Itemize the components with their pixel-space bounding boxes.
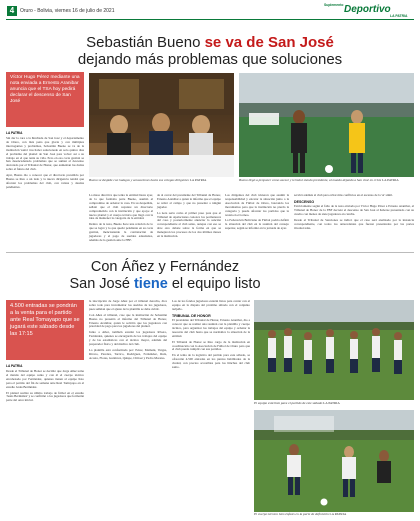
photo-team-training: [254, 300, 414, 400]
article1-headline-line2: dejando más problemas que soluciones: [77, 51, 343, 68]
article2-byline: LA PATRIA: [6, 364, 23, 368]
article2-col2c-text: Junto a Añez, también estarán los jugadores Rivero, Fernández, quienes se encargarán de los trabajos del equipo y de las estadísticas con el técnico mayor, además del preparador físico y del médico del club.: [89, 330, 167, 347]
article1-pullquote: Víctor Hugo Pérez mediante una nota enviada a Ernesto Aranibar anuncia que el TSA hoy pedirá declarar el descenso de San José: [10, 75, 80, 104]
article2-headline-pre: San José: [69, 276, 134, 292]
article1-col2: [89, 194, 153, 243]
article1-pullquote-box: [6, 72, 84, 127]
photo4-caption-lead: El cuerpo técnico hizo énfasis en la parte de definición: [254, 512, 329, 516]
article2-col3-text: Los de los fondos jugadores estarán listos para contar con el equipo en la disputa del próximo sábado con el conjunto tarijeño.: [172, 299, 250, 311]
article1-col4-text: Los dirigentes del club tuvieron que asumir la responsabilidad y encarar la situación junto a la Asociación de Fútbol de Oruro, buscando los mecanismos para que la institución no pierda la categoría y pueda afrontar los partidos que le restan en el torneo.: [225, 193, 289, 217]
article2-col1: [6, 364, 84, 403]
article1-col5c-text: Desde el Tribunal de Sanciones se indicó que el caso será analizado por la instancia correspondiente, con todos los antecedentes que fueron presentados por las partes involucradas.: [294, 218, 414, 230]
brand-top: Suplemento: [324, 3, 344, 7]
photo-meeting-illustration: [89, 73, 234, 177]
article2-headline-line1: Con Áñez y Fernández: [90, 259, 240, 275]
article2-col2d-text: La plantilla está conformada por: Pérez, Mamani, Vargas, Rivero, Paredes, Torrico, Rodríguez, Fernández, Ruiz, Acosta, Flores, Gutiérrez, Quispe, Chávez y Pedro Moreno.: [89, 347, 167, 360]
article2-headline: [10, 259, 320, 293]
brand-sub: LA PATRIA: [390, 14, 408, 18]
photo2-caption: [239, 178, 414, 182]
article1-col3b-text: La nota sería como el primer paso para que el Tribunal de Apelaciones conozca los pormenores del caso y posteriormente anunciar la sanción correspondiente al club santo, aunque con eso se abre otro debate sobre la forma en que se manejaron los procesos de los dos últimos meses en la institución.: [157, 210, 221, 239]
article1-col1: [6, 131, 84, 190]
photo-bueno-meeting: [89, 73, 234, 177]
article1-byline: LA PATRIA: [6, 131, 23, 135]
header-rule: [6, 19, 414, 20]
photo-coach-training: [254, 410, 414, 512]
photo1-caption-lead: Bueno se despide con halagos y acusaciones hacia sus colegas dirigentes: [89, 178, 189, 182]
article2-col1-text: Desde el Tribunal de Honor se decidió que Jorge Añez tome el mando del equipo santo y con él el cuerpo técnico encabezado por Fernández, quienes tienen al equipo listo para el partido del fin de semana ante Real Tomayapo en el estadio Jesús Bermúdez.: [6, 369, 84, 389]
article2-headline-post: el equipo listo: [167, 276, 261, 292]
dateline: Oruro - Bolivia, viernes 16 de julio de 2021: [20, 8, 115, 14]
article2-col2: [89, 300, 167, 361]
brand-main: Deportivo: [344, 4, 391, 15]
page-header: [0, 0, 420, 22]
article1-col2b-text: Dentro de la nota, Bueno hace una relación de lo que se logró y lo que quedó pendiente en su corta gestión, mencionando la contratación de jugadores y el pago de sueldos adeudados, además de la gestión ante la FBF.: [89, 222, 153, 242]
photo2-caption-lead: Bueno llegó a proponer como asesor y terminó siendo presidente, al mando dejando a San José en crisis: [239, 178, 382, 182]
photo4-caption-tail: LA PATRIA: [329, 512, 347, 516]
photo-training-illustration: [239, 73, 414, 177]
photo1-caption-tail: LA PATRIA: [189, 178, 207, 182]
article1-col3: [157, 194, 221, 239]
photo3-caption-tail: LA PATRIA: [323, 401, 340, 405]
photo-coach-illustration: [254, 410, 414, 512]
article2-col2-text: la inscripción de Jorge Añez por el tribunal derecho, dice sobre todo para incrementar los sueldos de los jugadores, pues señalan que el ajuste de la plantilla se debe cubrir.: [89, 299, 167, 311]
article1-col4: [225, 194, 289, 231]
article2-headline-highlight: tiene: [133, 276, 168, 292]
article1-headline-pre: Sebastián Bueno: [86, 34, 205, 51]
article1-col4b-text: La Federación Boliviana de Fútbol podría definir la situación del club en la reunión del consejo superior, según se informó en la jornada de ayer.: [225, 218, 289, 231]
article2-col3d-text: En el tema de la logística del partido para este sábado, se ofrecerán 4.500 entradas en los puntos habilitados de la ciudad, con precios accesibles para los hinchas del club santo.: [172, 353, 250, 370]
article1-col1-text: Sin dar la cara a la hinchada de San José y el departamento de Oruro, con más pena que gloria y con múltiples interrogantes y problemas, Sebastián Bueno se va de la institución 'santa' tras haber solucionado en solo quince días el problema del plantel de San José para volver así a su trabajo en el que tenía su vida. Pero en esa corta gestión se han desencadenado problemas que se suman al descenso decretado por el Tribunal de Honor, que aumentan las dudas sobre el futuro del club.: [6, 136, 84, 172]
section-divider: [6, 252, 414, 253]
article1-col1b-text: Ayer, Bueno dio a conocer que el directorio presidido por Bueno se hizo a un lado y la nueva dirigencia tendrá que afrontar los problemas del club, con ventas y deudas pendientes.: [6, 173, 84, 189]
photo3-caption-lead: El equipo está listo para el partido de este sábado: [254, 401, 323, 405]
photo-bueno-training: [239, 73, 414, 177]
photo-team-illustration: [254, 300, 414, 400]
article1-col3-text: de al cerrar del presidente del Tribunal de Honor, Ernesto Aranibar a quien le informa que el equipo se retiró al campo y que no presentó a ningún jugador.: [157, 193, 221, 209]
article1-headline: [10, 34, 410, 68]
article2-col1b-text: El plantel realizó su último trabajo de fútbol en el estadio 'Jesús Bermúdez' y se confirmó a los jugadores que formarán parte del once inicial.: [6, 390, 84, 403]
article1-col5: [294, 194, 414, 231]
article1-col5b-text: Estrictamente según el fallo de la nota enviada por Víctor Hugo Pérez a Ernesto Aranibar, el Tribunal de Honor de la FBF decretó el descenso de San José al haberse presentado con su cuadro con menos de siete jugadores en cancha.: [294, 204, 414, 217]
article2-col2b-text: Con Añez el tribunal, cree que la institución de Sebastián Bueno no presentó el informe del Tribunal de Honor, Ernesto Aranibar, quien le solicitó que los jugadores con prioridad de pago para los jugadores del plantel.: [89, 312, 167, 329]
article2-pullquote: 4.500 entradas se pondrán a la venta para el partido ante Real Tomayapo que se jugará este sábado desde las 17:15: [10, 303, 80, 337]
article1-col2-text: La mesa directiva que tenía la entidad hasta ayer, de la que formaba parte Bueno, asumió el compromiso de ordenar la casa. En su despedida, señaló que el club requiere un directorio comprometido con la institución y que apoye al nuevo plantel y al cuerpo técnico que llegó con la idea de mantener la categoría de la entidad.: [89, 193, 153, 221]
photo3-caption: [254, 401, 414, 405]
article1-headline-highlight: se va de San José: [204, 34, 334, 51]
article2-col3c-text: El Tribunal de Honor se hizo cargo de la institución en coordinación con la Asociación de Fútbol de Oruro para que el club pueda cumplir con sus partidos.: [172, 339, 250, 352]
article1-col5-subhead: DESCENSO: [294, 199, 315, 204]
photo2-caption-tail: LA PATRIA: [382, 178, 399, 182]
photo1-caption: [89, 178, 234, 182]
article1-col5-text: servirá además al club para evitar más conflictos en el ascenso de la 'A' simil.: [294, 193, 393, 197]
brand-logo: [322, 3, 416, 19]
article2-col3b-text: El presidente del Tribunal de Honor, Ernesto Aranibar, dio a conocer que se realizó una reunión con la plantilla y cuerpo técnico, para organizar los trabajos del equipo y ordenar la tesorería del club hasta que se normalice la situación de la entidad.: [172, 318, 250, 338]
page-number: 4: [7, 6, 17, 16]
photo4-caption: [254, 512, 414, 516]
article2-pullquote-box: [6, 300, 84, 360]
article2-col3: [172, 300, 250, 370]
article2-col3-subhead: TRIBUNAL DE HONOR: [172, 313, 211, 318]
